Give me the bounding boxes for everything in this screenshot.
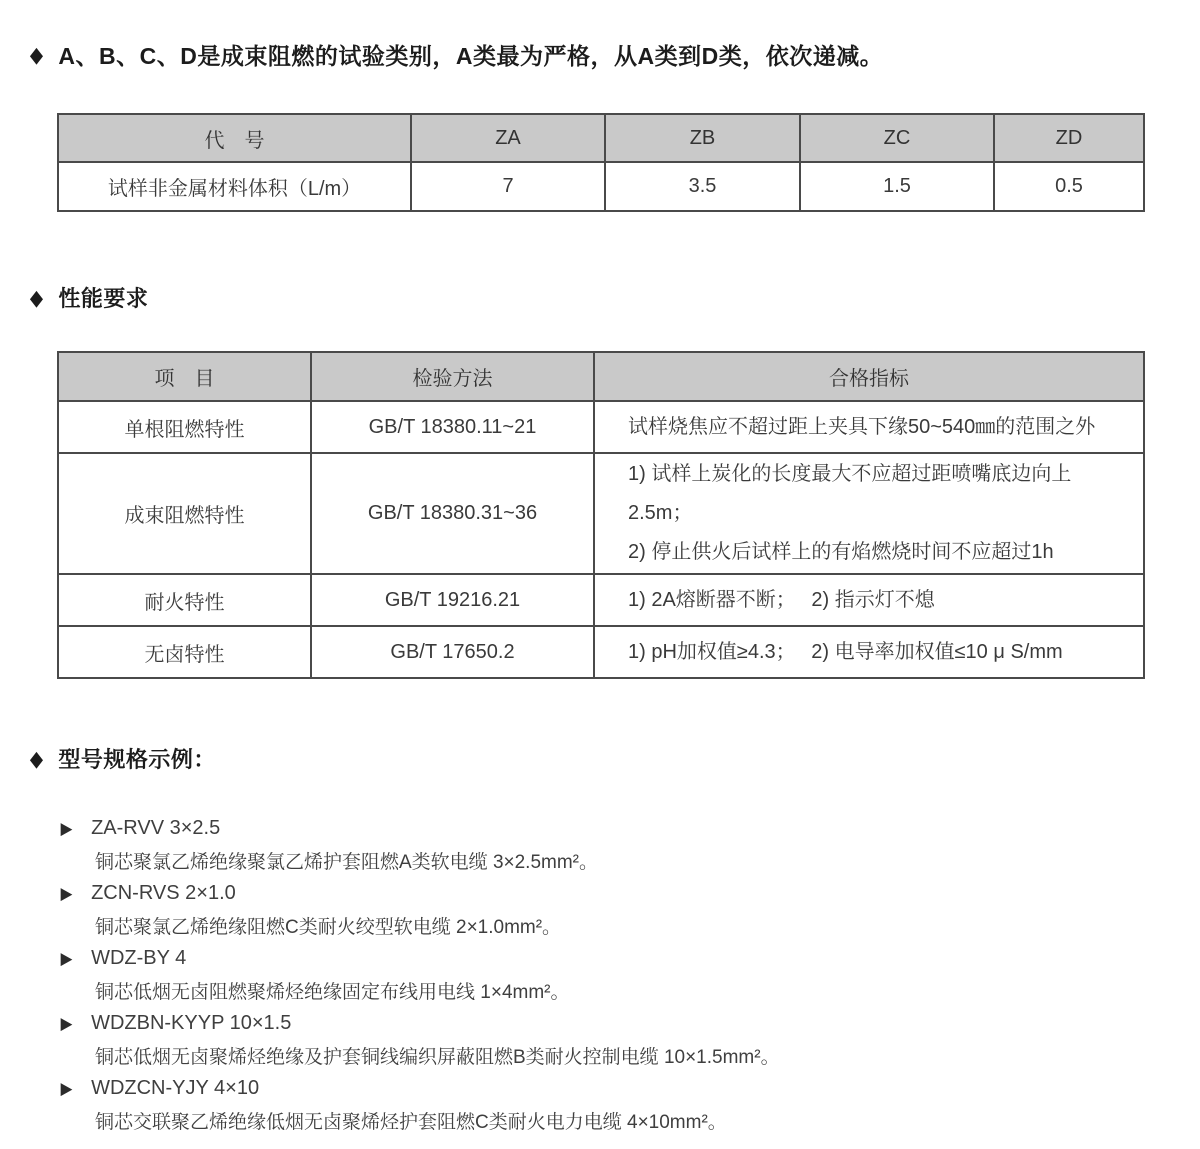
criteria-line: 试样烧焦应不超过距上夹具下缘50~540㎜的范围之外 bbox=[628, 415, 1096, 438]
model-code: WDZ-BY 4 bbox=[91, 946, 187, 969]
list-item bbox=[0, 1071, 1200, 1136]
item-cell: 成束阻燃特性 bbox=[58, 453, 311, 574]
table-row-halogen-free bbox=[58, 626, 1144, 678]
model-code: ZA-RVV 3×2.5 bbox=[91, 816, 221, 839]
criteria-line: 1) 2A熔断器不断； 2) 指示灯不熄 bbox=[628, 588, 935, 611]
example-title-row bbox=[60, 811, 1200, 845]
list-item bbox=[0, 876, 1200, 941]
triangle-bullet-icon: ▶ bbox=[60, 1078, 73, 1098]
table-row-fire-resistance bbox=[58, 574, 1144, 626]
triangle-bullet-icon: ▶ bbox=[60, 948, 73, 968]
header-code: 代 号 bbox=[58, 114, 411, 162]
performance-section-heading bbox=[28, 282, 1200, 313]
model-code: ZCN-RVS 2×1.0 bbox=[91, 881, 236, 904]
model-description: 铜芯交联聚乙烯绝缘低烟无卤聚烯烃护套阻燃C类耐火电力电缆 4×10mm²。 bbox=[95, 1112, 727, 1133]
model-description: 铜芯聚氯乙烯绝缘阻燃C类耐火绞型软电缆 2×1.0mm²。 bbox=[95, 917, 562, 938]
header-zc: ZC bbox=[800, 114, 994, 162]
header-za: ZA bbox=[411, 114, 605, 162]
diamond-bullet-icon: ◆ bbox=[29, 745, 44, 771]
model-description: 铜芯聚氯乙烯绝缘聚氯乙烯护套阻燃A类软电缆 3×2.5mm²。 bbox=[95, 852, 599, 873]
page bbox=[0, 38, 1200, 1149]
list-item bbox=[0, 1006, 1200, 1071]
row-label-volume: 试样非金属材料体积（L/m） bbox=[58, 162, 411, 211]
method-cell: GB/T 18380.31~36 bbox=[311, 453, 594, 574]
table-row-bunched-flame bbox=[58, 453, 1144, 574]
examples-list bbox=[0, 811, 1200, 1136]
model-code: WDZBN-KYYP 10×1.5 bbox=[91, 1011, 292, 1034]
criteria-cell bbox=[594, 401, 1144, 453]
header-item: 项 目 bbox=[58, 352, 311, 401]
diamond-bullet-icon: ◆ bbox=[29, 41, 44, 67]
criteria-line: 2) 停止供火后试样上的有焰燃烧时间不应超过1h bbox=[628, 541, 1054, 563]
triangle-bullet-icon: ▶ bbox=[60, 818, 73, 838]
example-title-row bbox=[60, 1006, 1200, 1040]
triangle-bullet-icon: ▶ bbox=[60, 883, 73, 903]
performance-section-title: 性能要求 bbox=[58, 286, 149, 311]
header-criteria: 合格指标 bbox=[594, 352, 1144, 401]
intro-note-text: A、B、C、D是成束阻燃的试验类别，A类最为严格，从A类到D类，依次递减。 bbox=[58, 43, 884, 69]
table-row-single-flame bbox=[58, 401, 1144, 453]
criteria-cell bbox=[594, 626, 1144, 678]
header-zd: ZD bbox=[994, 114, 1144, 162]
example-title-row bbox=[60, 1071, 1200, 1105]
triangle-bullet-icon: ▶ bbox=[60, 1013, 73, 1033]
perf-table-header-row bbox=[58, 352, 1144, 401]
example-title-row bbox=[60, 941, 1200, 975]
value-za: 7 bbox=[411, 162, 605, 211]
method-cell: GB/T 18380.11~21 bbox=[311, 401, 594, 453]
intro-note bbox=[28, 38, 1200, 71]
list-item bbox=[0, 941, 1200, 1006]
criteria-cell bbox=[594, 574, 1144, 626]
performance-requirements-table bbox=[57, 351, 1145, 679]
model-description: 铜芯低烟无卤聚烯烃绝缘及护套铜线编织屏蔽阻燃B类耐火控制电缆 10×1.5mm²。 bbox=[95, 1047, 780, 1068]
diamond-bullet-icon: ◆ bbox=[29, 284, 44, 310]
criteria-line: 1) 试样上炭化的长度最大不应超过距喷嘴底边向上2.5m； bbox=[628, 463, 1072, 524]
method-cell: GB/T 17650.2 bbox=[311, 626, 594, 678]
value-zd: 0.5 bbox=[994, 162, 1144, 211]
header-zb: ZB bbox=[605, 114, 800, 162]
example-title-row bbox=[60, 876, 1200, 910]
list-item bbox=[0, 811, 1200, 876]
item-cell: 耐火特性 bbox=[58, 574, 311, 626]
examples-section-title: 型号规格示例： bbox=[58, 747, 216, 772]
model-code: WDZCN-YJY 4×10 bbox=[91, 1076, 260, 1099]
item-cell: 单根阻燃特性 bbox=[58, 401, 311, 453]
value-zc: 1.5 bbox=[800, 162, 994, 211]
code-table-data-row bbox=[58, 162, 1144, 211]
criteria-line: 1) pH加权值≥4.3； 2) 电导率加权值≤10 μ S/mm bbox=[628, 640, 1063, 663]
header-method: 检验方法 bbox=[311, 352, 594, 401]
value-zb: 3.5 bbox=[605, 162, 800, 211]
burning-class-code-table bbox=[57, 113, 1145, 212]
code-table-header-row bbox=[58, 114, 1144, 162]
item-cell: 无卤特性 bbox=[58, 626, 311, 678]
method-cell: GB/T 19216.21 bbox=[311, 574, 594, 626]
model-description: 铜芯低烟无卤阻燃聚烯烃绝缘固定布线用电线 1×4mm²。 bbox=[95, 982, 570, 1003]
examples-section-heading bbox=[28, 743, 1200, 774]
criteria-cell bbox=[594, 453, 1144, 574]
